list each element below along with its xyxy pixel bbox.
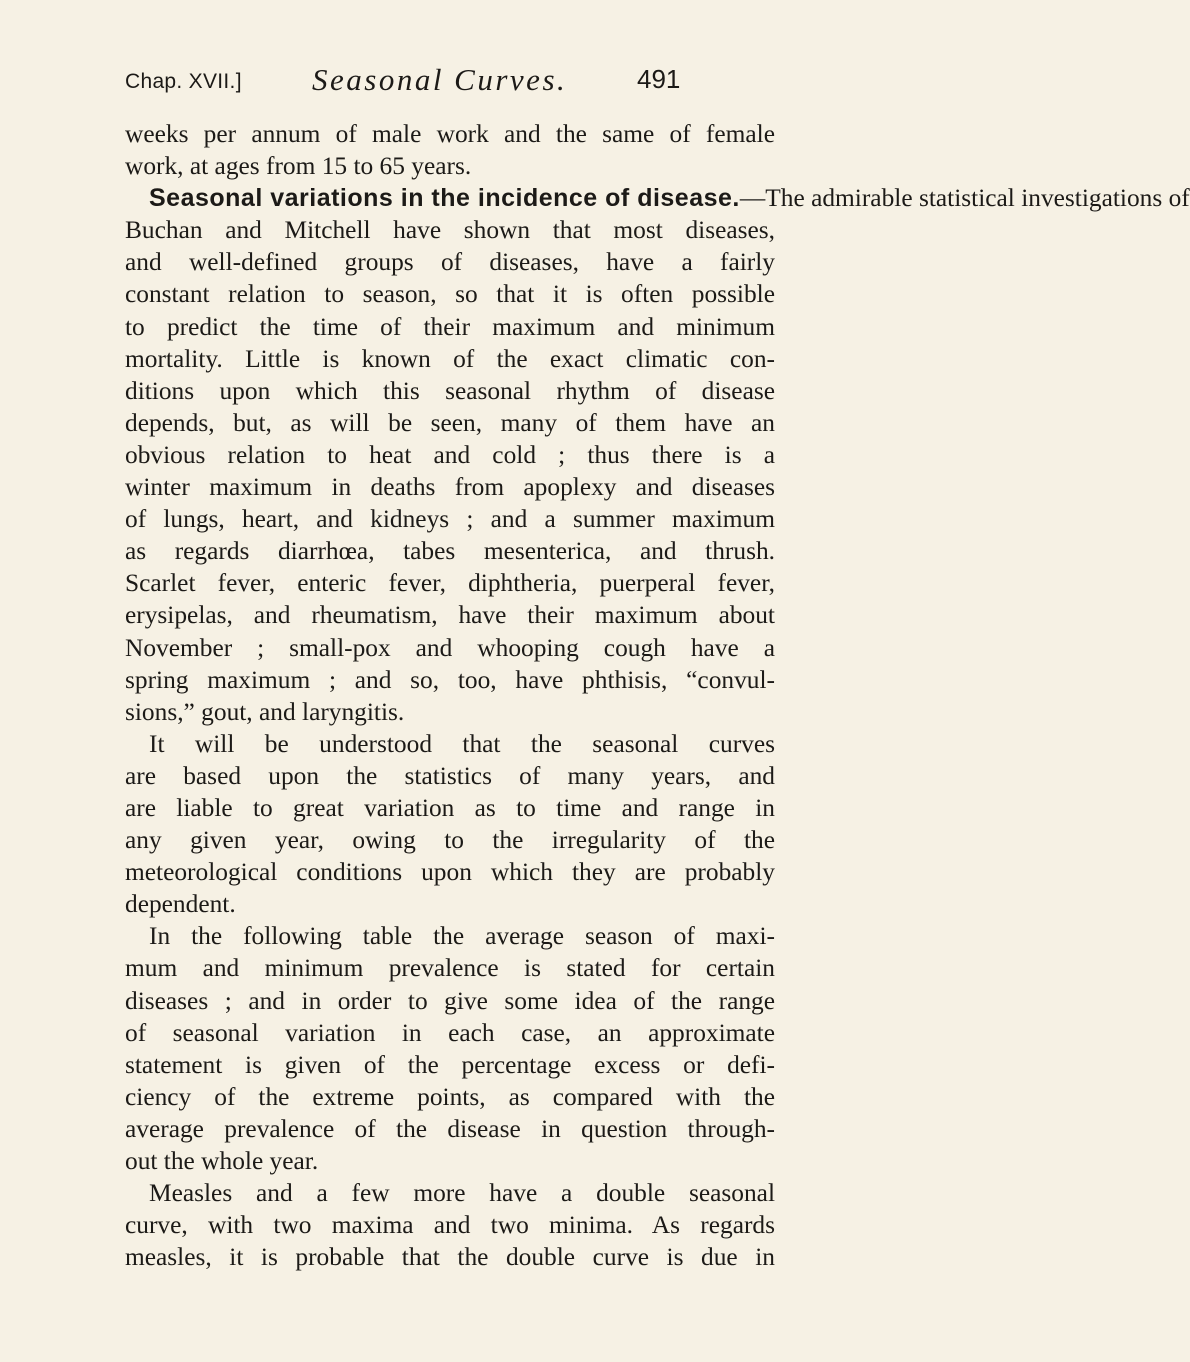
text-line: of lungs, heart, and kidneys ; and a summer maximum — [125, 505, 775, 534]
text-line: mum and minimum prevalence is stated for certain — [125, 954, 775, 983]
text-line: to predict the time of their maximum and minimum — [125, 312, 775, 341]
text-line: any given year, owing to the irregularity of the — [125, 826, 775, 855]
text-line: and well-defined groups of diseases, have a fairly — [125, 248, 775, 277]
text-line: Measles and a few more have a double seasonal — [149, 1179, 775, 1208]
text-line: obvious relation to heat and cold ; thus there is a — [125, 440, 775, 469]
text-line: erysipelas, and rheumatism, have their maximum about — [125, 601, 775, 630]
heading-line-continuation: —The admirable statistical investigations of — [739, 184, 1190, 213]
running-title: Seasonal Curves. — [312, 62, 568, 97]
text-line: diseases ; and in order to give some idea of the range — [125, 986, 775, 1015]
body-text — [125, 118, 1190, 1273]
section-heading: Seasonal variations in the incidence of disease. — [149, 184, 740, 213]
running-header — [0, 62, 800, 102]
text-line: measles, it is probable that the double curve is due in — [125, 1243, 775, 1272]
text-line: statement is given of the percentage excess or defi- — [125, 1050, 775, 1079]
text-line: constant relation to season, so that it is often possible — [125, 280, 775, 309]
text-line: are based upon the statistics of many years, and — [125, 761, 775, 790]
chapter-label: Chap. XVII.] — [125, 70, 242, 93]
text-line: as regards diarrhœa, tabes mesenterica, and thrush. — [125, 537, 775, 566]
text-line: In the following table the average season of maxi- — [149, 922, 775, 951]
text-line: work, at ages from 15 to 65 years. — [125, 152, 472, 181]
text-line: It will be understood that the seasonal curves — [149, 729, 775, 758]
text-line: Scarlet fever, enteric fever, diphtheria, puerperal fever, — [125, 569, 775, 598]
text-line: of seasonal variation in each case, an approximate — [125, 1018, 775, 1047]
text-line: dependent. — [125, 890, 236, 919]
text-line: average prevalence of the disease in question through- — [125, 1114, 775, 1143]
text-line: winter maximum in deaths from apoplexy and diseases — [125, 473, 775, 502]
text-line: Buchan and Mitchell have shown that most diseases, — [125, 216, 775, 245]
text-line: spring maximum ; and so, too, have phthisis, “convul- — [125, 665, 775, 694]
text-line: are liable to great variation as to time and range in — [125, 793, 775, 822]
text-line: weeks per annum of male work and the same of female — [125, 120, 775, 148]
text-line: ciency of the extreme points, as compared with the — [125, 1082, 775, 1111]
text-line: out the whole year. — [125, 1147, 319, 1175]
text-line: depends, but, as will be seen, many of them have an — [125, 408, 775, 437]
text-line: mortality. Little is known of the exact climatic con- — [125, 344, 775, 373]
text-line: ditions upon which this seasonal rhythm of disease — [125, 376, 775, 405]
text-line: sions,” gout, and laryngitis. — [125, 697, 405, 726]
text-line: meteorological conditions upon which they are probably — [125, 858, 775, 887]
section-heading-line — [125, 182, 1190, 214]
text-line: curve, with two maxima and two minima. As regards — [125, 1211, 775, 1240]
page-number: 491 — [637, 64, 681, 94]
text-line: November ; small-pox and whooping cough have a — [125, 633, 775, 662]
